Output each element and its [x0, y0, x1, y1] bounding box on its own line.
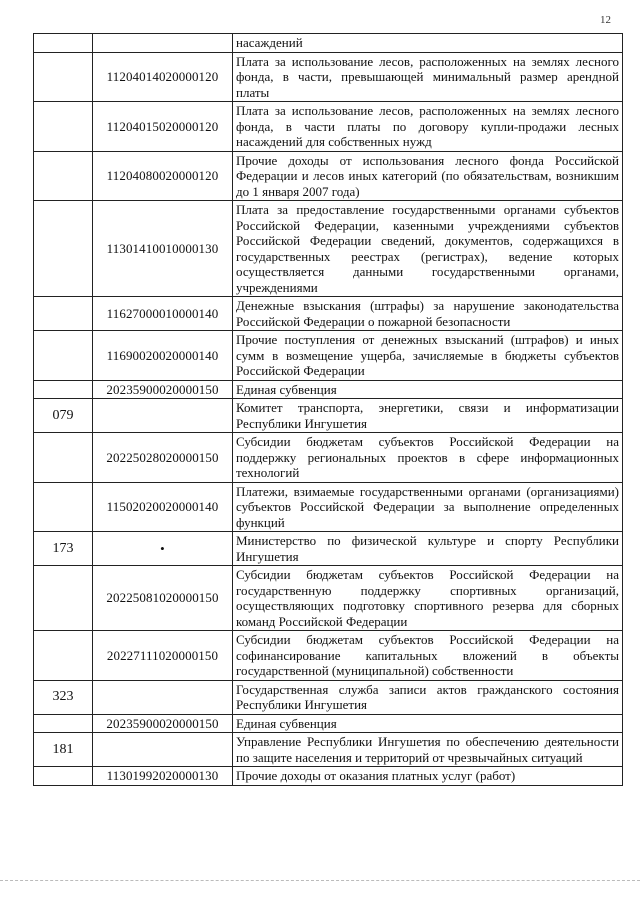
page-bottom-divider: [0, 880, 640, 881]
table-row: [34, 297, 623, 331]
dept-code-cell: [34, 433, 93, 483]
table-row: [34, 331, 623, 381]
revenue-code-cell: 20227111020000150: [93, 631, 233, 681]
table-row: [34, 680, 623, 714]
table-row: [34, 102, 623, 152]
description-cell: Субсидии бюджетам субъектов Российской Федерации на государственную поддержку спортивных организаций, осуществляющих подготовку спортивного резерва для сборных команд Российской Федерации: [233, 566, 623, 631]
table-row: [34, 151, 623, 201]
revenue-code-cell: 20225028020000150: [93, 433, 233, 483]
revenue-code-cell: 11204015020000120: [93, 102, 233, 152]
description-cell: Плата за использование лесов, расположенных на землях лесного фонда, в части, превышающей минимальный размер арендной платы: [233, 52, 623, 102]
revenue-code-cell: [93, 733, 233, 767]
dept-code-cell: [34, 297, 93, 331]
table-row: [34, 380, 623, 399]
dept-code-cell: 079: [34, 399, 93, 433]
revenue-code-cell: [93, 680, 233, 714]
dept-code-cell: [34, 102, 93, 152]
revenue-code-cell: 11204014020000120: [93, 52, 233, 102]
dept-code-cell: [34, 380, 93, 399]
revenue-code-cell: 11502020020000140: [93, 482, 233, 532]
table-row: [34, 52, 623, 102]
dept-code-cell: [34, 482, 93, 532]
dept-code-cell: 173: [34, 532, 93, 566]
description-cell: насаждений: [233, 34, 623, 53]
dept-code-cell: 181: [34, 733, 93, 767]
revenue-code-cell: 20235900020000150: [93, 380, 233, 399]
dept-code-cell: [34, 52, 93, 102]
revenue-code-cell: 11627000010000140: [93, 297, 233, 331]
description-cell: Субсидии бюджетам субъектов Российской Федерации на софинансирование капитальных вложений в объекты государственной (муниципальной) собственности: [233, 631, 623, 681]
revenue-code-cell: [93, 399, 233, 433]
table-row: [34, 733, 623, 767]
table-row: [34, 566, 623, 631]
revenue-code-cell: 20225081020000150: [93, 566, 233, 631]
description-cell: Министерство по физической культуре и спорту Республики Ингушетия: [233, 532, 623, 566]
table-row: [34, 767, 623, 786]
dept-code-cell: [34, 767, 93, 786]
dept-code-cell: [34, 201, 93, 297]
dept-code-cell: 323: [34, 680, 93, 714]
revenue-code-cell: [93, 34, 233, 53]
revenue-code-cell: 11301410010000130: [93, 201, 233, 297]
table-row: [34, 433, 623, 483]
revenue-code-cell: 11204080020000120: [93, 151, 233, 201]
dept-code-cell: [34, 151, 93, 201]
table-row: [34, 631, 623, 681]
table-row: [34, 714, 623, 733]
description-cell: Плата за использование лесов, расположенных на землях лесного фонда, в части платы по договору купли-продажи лесных насаждений для собственных нужд: [233, 102, 623, 152]
description-cell: Единая субвенция: [233, 714, 623, 733]
revenue-codes-table: [33, 33, 623, 786]
description-cell: Прочие доходы от оказания платных услуг (работ): [233, 767, 623, 786]
description-cell: Управление Республики Ингушетия по обеспечению деятельности по защите населения и территорий от чрезвычайных ситуаций: [233, 733, 623, 767]
description-cell: Единая субвенция: [233, 380, 623, 399]
dept-code-cell: [34, 34, 93, 53]
description-cell: Денежные взыскания (штрафы) за нарушение законодательства Российской Федерации о пожарной безопасности: [233, 297, 623, 331]
description-cell: Государственная служба записи актов гражданского состояния Республики Ингушетия: [233, 680, 623, 714]
description-cell: Плата за предоставление государственными органами субъектов Российской Федерации, казенными учреждениями субъектов Российской Федерации сведений, документов, содержащихся в государственных реестрах (регистрах), ведение которых осуществляется данными государственными органами, учреждениями: [233, 201, 623, 297]
description-cell: Прочие поступления от денежных взысканий (штрафов) и иных сумм в возмещение ущерба, зачисляемые в бюджеты субъектов Российской Федерации: [233, 331, 623, 381]
revenue-code-cell: 11301992020000130: [93, 767, 233, 786]
description-cell: Комитет транспорта, энергетики, связи и информатизации Республики Ингушетия: [233, 399, 623, 433]
description-cell: Платежи, взимаемые государственными органами (организациями) субъектов Российской Федерации за выполнение определенных функций: [233, 482, 623, 532]
table-row: [34, 482, 623, 532]
page-number: 12: [600, 14, 611, 26]
dept-code-cell: [34, 714, 93, 733]
table-row: [34, 532, 623, 566]
table-row: [34, 399, 623, 433]
description-cell: Субсидии бюджетам субъектов Российской Федерации на поддержку региональных проектов в сфере информационных технологий: [233, 433, 623, 483]
description-cell: Прочие доходы от использования лесного фонда Российской Федерации и лесов иных категорий (по обязательствам, возникшим до 1 января 2007 года): [233, 151, 623, 201]
dept-code-cell: [34, 631, 93, 681]
revenue-code-cell: 20235900020000150: [93, 714, 233, 733]
table-row: [34, 201, 623, 297]
table-row: [34, 34, 623, 53]
revenue-code-cell: •: [93, 532, 233, 566]
dept-code-cell: [34, 566, 93, 631]
revenue-code-cell: 11690020020000140: [93, 331, 233, 381]
dept-code-cell: [34, 331, 93, 381]
